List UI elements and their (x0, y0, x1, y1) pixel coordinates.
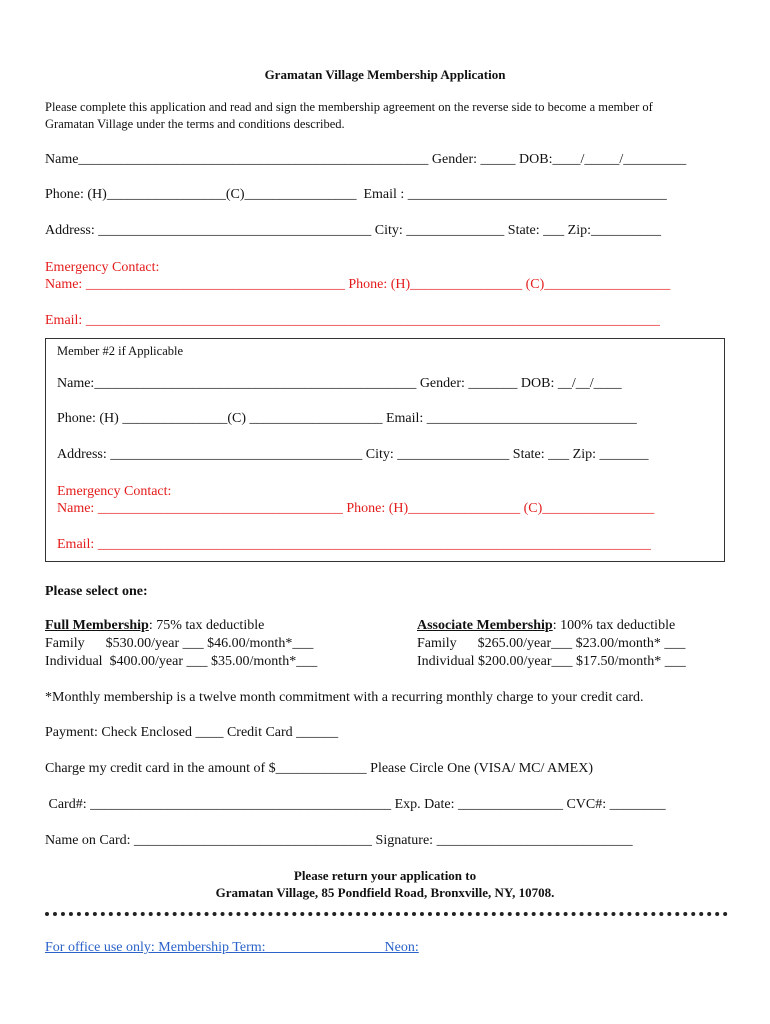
phone-email-field[interactable]: Phone: (H)_________________(C)________________ Email : _____________________________________ (45, 187, 667, 202)
full-membership-subtitle: : 75% tax deductible (148, 618, 265, 633)
payment-method-field[interactable]: Payment: Check Enclosed ____ Credit Card ______ (45, 725, 339, 740)
office-use-line (45, 939, 419, 956)
dotted-divider (45, 912, 728, 916)
associate-membership-individual-option[interactable]: Individual $200.00/year___ $17.50/month* ___ (417, 654, 686, 669)
member-2-name-gender-dob-field[interactable]: Name:______________________________________________ Gender: _______ DOB: __/__/____ (57, 376, 622, 391)
charge-amount-field[interactable]: Charge my credit card in the amount of $_____________ Please Circle One (VISA/ MC/ AMEX) (45, 761, 593, 776)
name-on-card-signature-field[interactable]: Name on Card: __________________________________ Signature: ____________________________ (45, 833, 633, 848)
card-number-field[interactable]: Card#: ___________________________________________ Exp. Date: _______________ CVC#: ________ (45, 797, 666, 812)
member-2-address-field[interactable]: Address: ____________________________________ City: ________________ State: ___ Zip: _______ (57, 447, 649, 462)
neon-label: Neon: (384, 940, 419, 955)
member-2-emergency-contact-email-field[interactable]: Email: _______________________________________________________________________________ (57, 537, 651, 552)
address-city-state-zip-field[interactable]: Address: _______________________________________ City: ______________ State: ___ Zip:__________ (45, 223, 661, 238)
page-title: Gramatan Village Membership Application (264, 67, 506, 82)
emergency-contact-name-phone-field[interactable]: Name: _____________________________________ Phone: (H)________________ (C)__________________ (45, 277, 671, 292)
full-membership-title-line (45, 617, 264, 634)
member-2-emergency-contact-label: Emergency Contact: (57, 484, 172, 499)
name-gender-dob-field[interactable]: Name__________________________________________________ Gender: _____ DOB:____/_____/_________ (45, 152, 687, 167)
emergency-contact-email-field[interactable]: Email: __________________________________________________________________________________ (45, 313, 660, 328)
return-address: Gramatan Village, 85 Pondfield Road, Bronxville, NY, 10708. (215, 885, 555, 900)
member-2-phone-email-field[interactable]: Phone: (H) _______________(C) ___________________ Email: ______________________________ (57, 411, 637, 426)
associate-membership-subtitle: : 100% tax deductible (552, 618, 676, 633)
intro-text-line-2: Gramatan Village under the terms and conditions described. (45, 117, 345, 131)
associate-membership-title-line (417, 617, 675, 634)
associate-membership-family-option[interactable]: Family $265.00/year___ $23.00/month* ___ (417, 636, 686, 651)
membership-term-blank (266, 940, 385, 955)
member-2-emergency-contact-name-phone-field[interactable]: Name: ___________________________________ Phone: (H)________________ (C)________________ (57, 501, 655, 516)
return-instructions-line-1: Please return your application to (293, 868, 477, 883)
full-membership-individual-option[interactable]: Individual $400.00/year ___ $35.00/month*___ (45, 654, 318, 669)
intro-text-line-1: Please complete this application and read and sign the membership agreement on the reverse side to become a member of (45, 100, 653, 114)
office-use-label: For office use only: Membership Term: (45, 940, 266, 955)
full-membership-family-option[interactable]: Family $530.00/year ___ $46.00/month*___ (45, 636, 314, 651)
full-membership-title: Full Membership (45, 618, 149, 633)
emergency-contact-label: Emergency Contact: (45, 260, 160, 275)
monthly-membership-note: *Monthly membership is a twelve month commitment with a recurring monthly charge to your credit card. (45, 690, 644, 705)
associate-membership-title: Associate Membership (417, 618, 553, 633)
member-2-heading: Member #2 if Applicable (57, 344, 184, 358)
select-one-heading: Please select one: (45, 584, 148, 599)
